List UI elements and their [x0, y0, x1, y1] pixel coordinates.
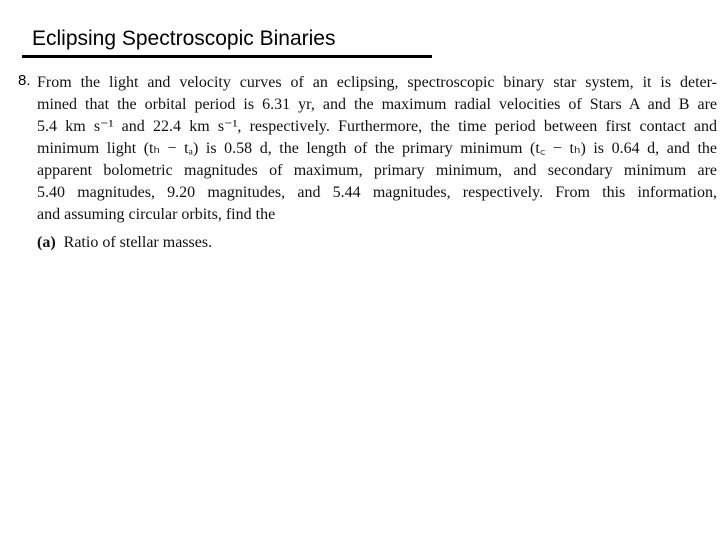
problem-line-4: minimum light (tₕ − tₐ) is 0.58 d, the length of the primary minimum (t꜀ − tₕ) is 0.64 d, and the: [37, 140, 717, 157]
problem-statement: [37, 72, 717, 226]
problem-line-7: and assuming circular orbits, find the: [37, 206, 276, 223]
problem-line-2: mined that the orbital period is 6.31 yr, and the maximum radial velocities of Stars A and B are: [37, 96, 717, 113]
problem-line-3: 5.4 km s⁻¹ and 22.4 km s⁻¹, respectively. Furthermore, the time period between first contact and: [37, 118, 717, 135]
problem-part-a: [37, 232, 212, 254]
slide-title: Eclipsing Spectroscopic Binaries: [32, 27, 336, 50]
problem-line-5: apparent bolometric magnitudes of maximum, primary minimum, and secondary minimum are: [37, 162, 717, 179]
problem-line-6: 5.40 magnitudes, 9.20 magnitudes, and 5.44 magnitudes, respectively. From this information,: [37, 184, 717, 201]
problem-line-1: From the light and velocity curves of an eclipsing, spectroscopic binary star system, it is deter-: [37, 74, 717, 91]
part-a-text: Ratio of stellar masses.: [63, 234, 213, 251]
problem-number: 8.: [18, 72, 31, 89]
part-a-label: (a): [37, 234, 56, 251]
title-underline: [22, 55, 432, 58]
